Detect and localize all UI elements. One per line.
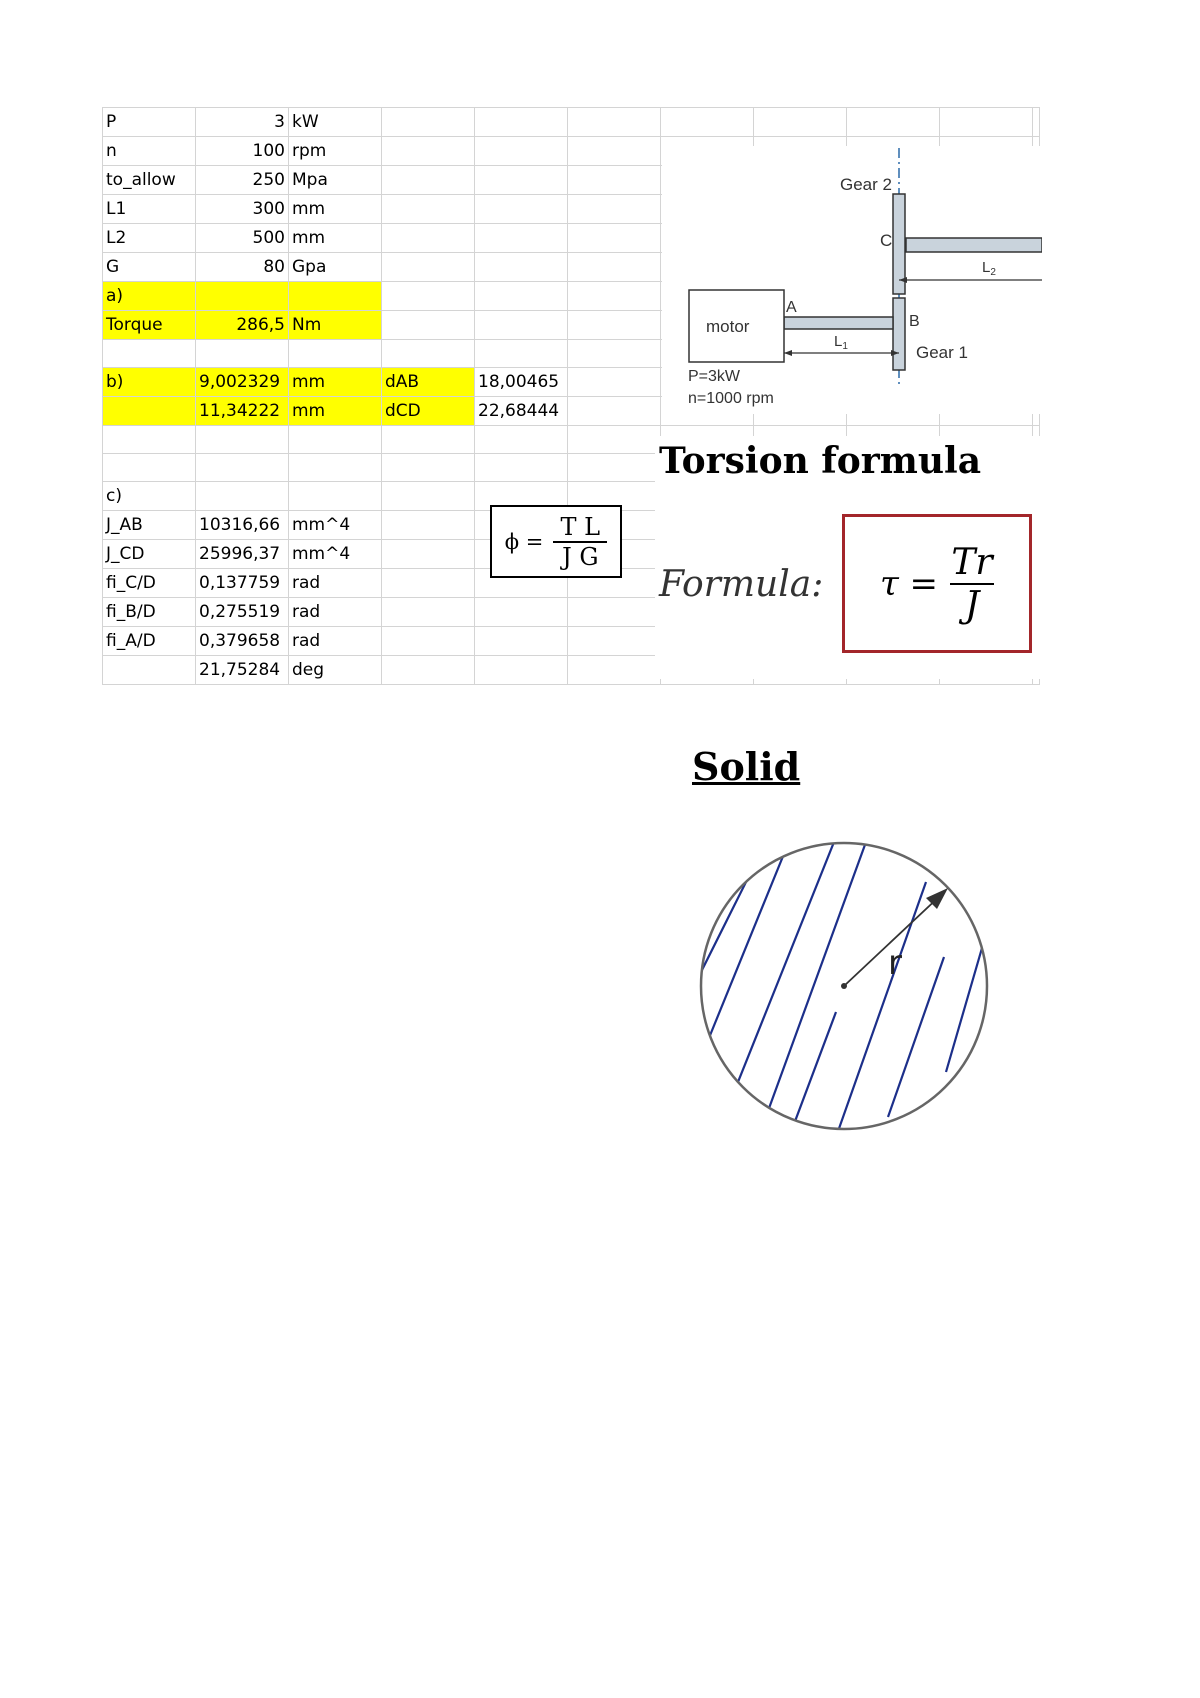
sheet-cell[interactable] — [475, 253, 568, 282]
sheet-cell[interactable]: 10316,66 — [196, 511, 289, 540]
sheet-cell[interactable] — [568, 368, 661, 397]
sheet-cell[interactable] — [103, 340, 196, 368]
sheet-cell[interactable] — [568, 656, 661, 685]
l2-label: $L_2$ — [982, 259, 996, 278]
sheet-cell[interactable]: 0,379658 — [196, 627, 289, 656]
sheet-cell[interactable] — [1033, 108, 1040, 137]
sheet-cell[interactable] — [289, 426, 382, 454]
sheet-cell[interactable]: 100 — [196, 137, 289, 166]
torsion-formula-panel — [655, 436, 1042, 679]
sheet-cell[interactable] — [568, 454, 661, 482]
sheet-cell[interactable] — [475, 426, 568, 454]
sheet-cell[interactable]: dAB — [382, 368, 475, 397]
sheet-cell[interactable]: 250 — [196, 166, 289, 195]
gear1-label: Gear 1 — [916, 343, 968, 362]
shaft-diagram-svg — [662, 146, 1042, 414]
sheet-cell[interactable] — [568, 311, 661, 340]
gear1-shape — [893, 298, 905, 370]
sheet-cell[interactable]: P — [103, 108, 196, 137]
sheet-cell[interactable] — [382, 195, 475, 224]
sheet-cell[interactable]: J_AB — [103, 511, 196, 540]
sheet-cell[interactable] — [382, 253, 475, 282]
sheet-cell[interactable] — [568, 253, 661, 282]
sheet-cell[interactable]: 3 — [196, 108, 289, 137]
torsion-fraction — [950, 542, 994, 626]
sheet-cell[interactable] — [382, 282, 475, 311]
sheet-cell[interactable] — [289, 454, 382, 482]
sheet-cell[interactable]: Gpa — [289, 253, 382, 282]
l1-label: $L_1$ — [834, 333, 848, 352]
sheet-cell[interactable]: n — [103, 137, 196, 166]
sheet-cell[interactable] — [196, 454, 289, 482]
sheet-cell[interactable] — [475, 137, 568, 166]
sheet-cell[interactable] — [382, 540, 475, 569]
sheet-cell[interactable] — [568, 224, 661, 253]
sheet-cell[interactable] — [568, 340, 661, 368]
shaft-ab — [784, 317, 893, 329]
sheet-cell[interactable]: Torque — [103, 311, 196, 340]
sheet-cell[interactable] — [382, 340, 475, 368]
sheet-cell[interactable] — [382, 137, 475, 166]
sheet-cell[interactable] — [568, 137, 661, 166]
power-label: P=3kW — [688, 368, 741, 385]
sheet-cell[interactable]: kW — [289, 108, 382, 137]
sheet-cell[interactable]: 0,275519 — [196, 598, 289, 627]
sheet-cell[interactable]: 11,34222 — [196, 397, 289, 426]
sheet-cell[interactable]: rad — [289, 598, 382, 627]
sheet-cell[interactable] — [568, 282, 661, 311]
sheet-cell[interactable] — [382, 569, 475, 598]
center-dot — [841, 983, 847, 989]
sheet-cell[interactable] — [568, 426, 661, 454]
sheet-cell[interactable]: fi_C/D — [103, 569, 196, 598]
sheet-cell[interactable] — [103, 426, 196, 454]
sheet-cell[interactable] — [568, 397, 661, 426]
solid-section-panel — [626, 712, 1042, 1177]
sheet-cell[interactable]: 80 — [196, 253, 289, 282]
point-b-label: B — [909, 313, 920, 330]
sheet-cell[interactable]: b) — [103, 368, 196, 397]
motor-label: motor — [706, 317, 750, 336]
torsion-numerator: Tr — [951, 541, 993, 583]
radius-label: r — [888, 943, 902, 983]
sheet-cell[interactable] — [475, 656, 568, 685]
sheet-cell[interactable]: J_CD — [103, 540, 196, 569]
sheet-cell[interactable] — [475, 311, 568, 340]
solid-circle-svg — [626, 712, 1042, 1177]
sheet-cell[interactable] — [847, 108, 940, 137]
sheet-cell[interactable] — [382, 627, 475, 656]
phi-symbol: ϕ = — [504, 529, 544, 554]
torsion-title: Torsion formula — [659, 440, 982, 482]
twist-denominator: J G — [562, 542, 599, 571]
torsion-formula-box — [842, 514, 1032, 653]
sheet-cell[interactable] — [475, 195, 568, 224]
sheet-cell[interactable]: to_allow — [103, 166, 196, 195]
sheet-cell[interactable] — [568, 627, 661, 656]
sheet-cell[interactable] — [475, 340, 568, 368]
twist-fraction — [553, 513, 607, 571]
sheet-cell[interactable] — [289, 282, 382, 311]
sheet-cell[interactable]: rad — [289, 569, 382, 598]
sheet-cell[interactable] — [475, 627, 568, 656]
sheet-cell[interactable]: deg — [289, 656, 382, 685]
sheet-cell[interactable]: rpm — [289, 137, 382, 166]
sheet-cell[interactable] — [475, 108, 568, 137]
sheet-cell[interactable] — [475, 224, 568, 253]
sheet-cell[interactable]: fi_B/D — [103, 598, 196, 627]
sheet-cell[interactable]: mm — [289, 224, 382, 253]
sheet-cell[interactable] — [103, 656, 196, 685]
sheet-cell[interactable] — [661, 108, 754, 137]
sheet-cell[interactable]: mm — [289, 397, 382, 426]
sheet-cell[interactable] — [382, 454, 475, 482]
sheet-cell[interactable]: fi_A/D — [103, 627, 196, 656]
sheet-cell[interactable] — [103, 397, 196, 426]
sheet-cell[interactable] — [382, 311, 475, 340]
sheet-cell[interactable]: Mpa — [289, 166, 382, 195]
sheet-cell[interactable]: mm — [289, 195, 382, 224]
sheet-cell[interactable]: 22,68444 — [475, 397, 568, 426]
sheet-cell[interactable] — [382, 482, 475, 511]
sheet-cell[interactable] — [196, 426, 289, 454]
hatch-lines — [671, 837, 982, 1137]
sheet-cell[interactable] — [475, 454, 568, 482]
sheet-cell[interactable]: a) — [103, 282, 196, 311]
sheet-cell[interactable] — [940, 108, 1033, 137]
sheet-cell[interactable] — [289, 340, 382, 368]
sheet-cell[interactable] — [382, 656, 475, 685]
shaft-cd — [906, 238, 1042, 252]
sheet-cell[interactable] — [289, 482, 382, 511]
sheet-cell[interactable]: 300 — [196, 195, 289, 224]
sheet-row — [103, 108, 1040, 137]
angle-of-twist-formula — [490, 505, 622, 578]
twist-numerator: T L — [560, 512, 601, 541]
sheet-cell[interactable] — [382, 598, 475, 627]
sheet-cell[interactable]: rad — [289, 627, 382, 656]
sheet-cell[interactable]: mm^4 — [289, 511, 382, 540]
sheet-cell[interactable] — [475, 166, 568, 195]
sheet-cell[interactable]: dCD — [382, 397, 475, 426]
sheet-cell[interactable] — [568, 598, 661, 627]
sheet-cell[interactable] — [475, 282, 568, 311]
sheet-cell[interactable]: 18,00465 — [475, 368, 568, 397]
sheet-cell[interactable]: L2 — [103, 224, 196, 253]
sheet-cell[interactable] — [382, 108, 475, 137]
sheet-cell[interactable] — [475, 598, 568, 627]
sheet-cell[interactable] — [568, 195, 661, 224]
sheet-cell[interactable] — [568, 166, 661, 195]
sheet-cell[interactable]: 25996,37 — [196, 540, 289, 569]
sheet-cell[interactable]: 500 — [196, 224, 289, 253]
sheet-cell[interactable] — [382, 511, 475, 540]
sheet-cell[interactable] — [382, 426, 475, 454]
sheet-cell[interactable] — [196, 482, 289, 511]
formula-label: Formula: — [659, 564, 824, 605]
solid-title: Solid — [692, 744, 801, 789]
shaft-diagram — [662, 146, 1042, 414]
sheet-cell[interactable] — [568, 108, 661, 137]
sheet-cell[interactable] — [754, 108, 847, 137]
tau-symbol: τ = — [879, 563, 939, 604]
sheet-cell[interactable]: 9,002329 — [196, 368, 289, 397]
sheet-cell[interactable] — [196, 282, 289, 311]
sheet-cell[interactable] — [382, 166, 475, 195]
sheet-cell[interactable]: 21,75284 — [196, 656, 289, 685]
sheet-cell[interactable] — [196, 340, 289, 368]
point-a-label: A — [786, 299, 797, 316]
sheet-cell[interactable]: mm^4 — [289, 540, 382, 569]
gear2-label: Gear 2 — [840, 175, 892, 194]
speed-label: n=1000 rpm — [688, 390, 774, 407]
sheet-cell[interactable]: L1 — [103, 195, 196, 224]
sheet-cell[interactable]: c) — [103, 482, 196, 511]
sheet-cell[interactable]: mm — [289, 368, 382, 397]
torsion-denominator: J — [964, 584, 980, 626]
sheet-cell[interactable] — [382, 224, 475, 253]
sheet-cell[interactable]: 286,5 — [196, 311, 289, 340]
sheet-cell[interactable] — [103, 454, 196, 482]
sheet-cell[interactable]: G — [103, 253, 196, 282]
sheet-cell[interactable]: Nm — [289, 311, 382, 340]
sheet-cell[interactable]: 0,137759 — [196, 569, 289, 598]
point-c-label: C — [880, 231, 893, 250]
